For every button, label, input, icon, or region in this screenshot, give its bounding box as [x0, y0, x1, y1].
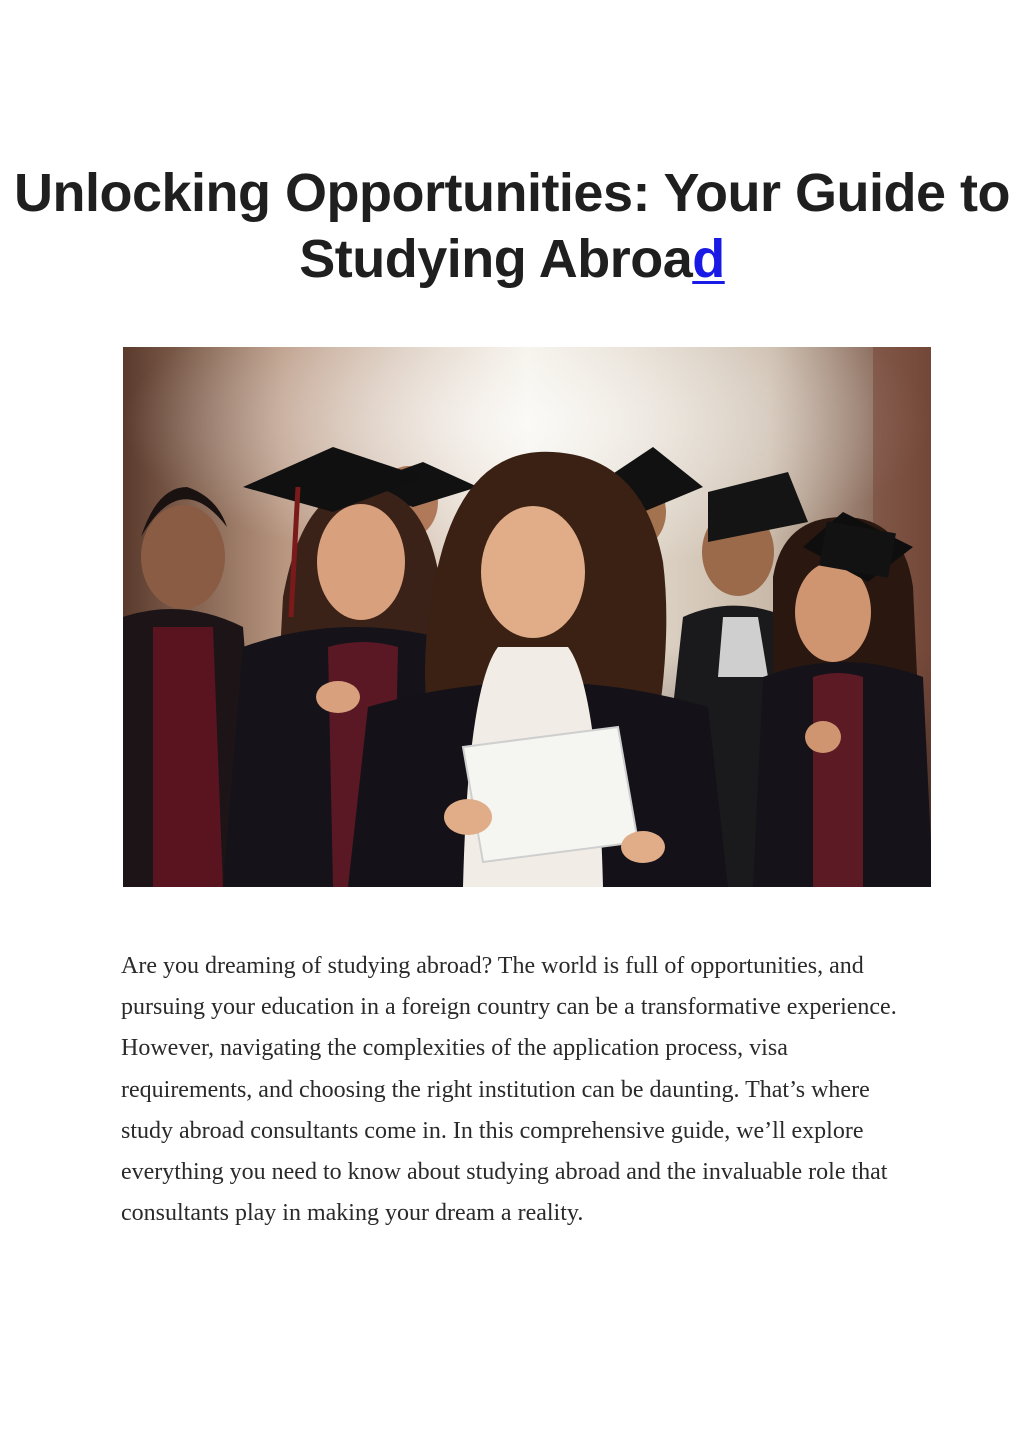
title-text: Unlocking Opportunities: Your Guide to Studying Abroa	[14, 163, 1010, 289]
person-front-right-woman	[753, 512, 931, 887]
hero-image-illustration	[123, 347, 931, 887]
intro-paragraph: Are you dreaming of studying abroad? The world is full of opportunities, and pursuing your education in a foreign country can be a transformative experience. However, navigating the complexities of the application process, visa requirements, and choosing the right institution can be daunting. That’s where study abroad consultants come in. In this comprehensive guide, we’ll explore everything you need to know about studying abroad and the invaluable role that consultants play in making your dream a reality.	[121, 953, 897, 1227]
hero-image-graduates	[123, 347, 931, 887]
title-link[interactable]: d	[692, 229, 725, 289]
page-title	[0, 160, 1024, 292]
